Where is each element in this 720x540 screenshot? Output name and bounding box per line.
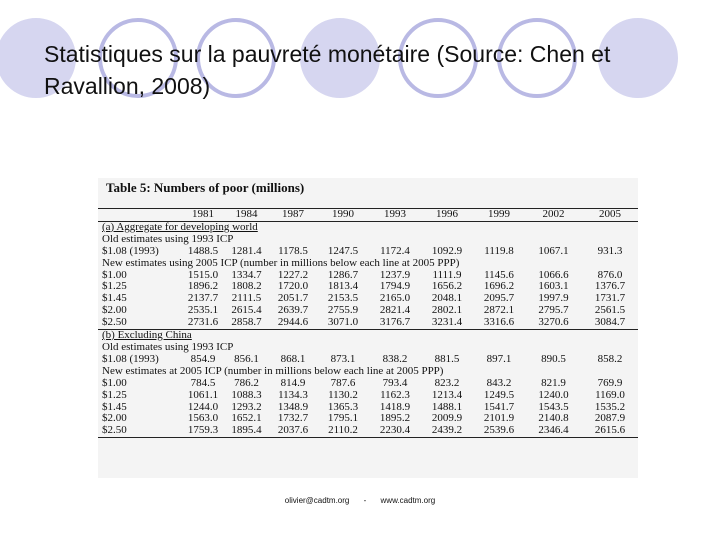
table-cell: 2535.1 — [187, 304, 219, 317]
table-cell: 3071.0 — [327, 316, 359, 329]
table-cell: 2795.7 — [538, 304, 569, 317]
table-cell: 821.9 — [541, 376, 566, 389]
table-cell: 1720.0 — [277, 280, 309, 293]
table-cell: 890.5 — [541, 352, 566, 365]
table-cell: 1488.5 — [187, 244, 219, 257]
year-header: 1990 — [317, 209, 369, 222]
row-label: $2.00 — [102, 304, 127, 317]
table-cell: 1244.0 — [187, 400, 219, 413]
table-cell: 1088.3 — [231, 388, 262, 401]
table-cell: 1488.1 — [431, 400, 463, 413]
table-cell: 2731.6 — [187, 316, 219, 329]
table-cell: 1178.5 — [278, 244, 308, 257]
table-cell: 2051.7 — [277, 292, 309, 305]
table-row — [98, 390, 638, 402]
year-header: 2002 — [525, 209, 582, 222]
table-cell: 2346.4 — [525, 425, 582, 437]
table-cell: 2101.9 — [483, 412, 515, 425]
table-cell: 1376.7 — [594, 280, 626, 293]
table-cell: 1543.5 — [538, 400, 569, 413]
table-cell: 1515.0 — [187, 268, 219, 281]
new-estimates-label-row — [98, 366, 638, 378]
table-cell: 3316.6 — [483, 316, 515, 329]
year-header-row — [98, 209, 638, 222]
header-empty-cell — [98, 209, 182, 222]
row-label: $1.08 (1993) — [102, 352, 159, 365]
table-cell: 1731.7 — [594, 292, 626, 305]
table-cell: 823.2 — [434, 376, 460, 389]
table-cell: 1169.0 — [595, 388, 625, 401]
table-cell: 2230.4 — [369, 425, 421, 437]
table-cell: 2095.7 — [483, 292, 515, 305]
table-cell: 838.2 — [382, 352, 408, 365]
table-cell: 1145.6 — [484, 268, 514, 281]
table-cell: 1092.9 — [431, 244, 463, 257]
table-cell: 2944.6 — [277, 316, 309, 329]
table-cell: 1334.7 — [231, 268, 262, 281]
table-cell: 1249.5 — [483, 388, 515, 401]
row-label: $2.50 — [102, 316, 127, 329]
table-cell: 858.2 — [597, 352, 623, 365]
table-cell: 876.0 — [597, 268, 623, 281]
table-cell: 3270.6 — [538, 316, 569, 329]
row-label: $1.25 — [102, 280, 127, 293]
table-cell: 1247.5 — [327, 244, 359, 257]
row-label: $1.45 — [102, 292, 127, 305]
table-cell: 1293.2 — [231, 400, 262, 413]
table-cell: 1130.2 — [328, 388, 358, 401]
table-row — [98, 425, 638, 437]
row-label: $1.08 (1993) — [102, 244, 159, 257]
table-cell: 2615.6 — [582, 425, 638, 437]
table-cell: 2858.7 — [231, 316, 262, 329]
table-cell: 897.1 — [486, 352, 512, 365]
old-estimates-label: Old estimates using 1993 ICP — [102, 340, 234, 353]
table-cell: 1794.9 — [379, 280, 411, 293]
year-header: 2005 — [582, 209, 638, 222]
table-cell: 1418.9 — [379, 400, 411, 413]
table-cell: 854.9 — [190, 352, 216, 365]
table-cell: 1813.4 — [327, 280, 359, 293]
row-label: $1.25 — [102, 388, 127, 401]
row-label: $1.00 — [102, 376, 127, 389]
old-estimates-label-row — [98, 234, 638, 246]
table-cell: 3176.7 — [379, 316, 411, 329]
table-cell: 3084.7 — [594, 316, 626, 329]
section-title: (b) Excluding China — [98, 330, 638, 342]
table-cell: 3231.4 — [431, 316, 463, 329]
table-cell: 2872.1 — [483, 304, 515, 317]
table-row — [98, 246, 638, 258]
table-cell: 1541.7 — [483, 400, 515, 413]
table-row — [98, 354, 638, 366]
footer-website: www.cadtm.org — [380, 496, 436, 505]
footer-email: olivier@cadtm.org — [284, 496, 350, 505]
row-label: $2.50 — [98, 425, 182, 437]
table-cell: 2165.0 — [379, 292, 411, 305]
year-header: 1999 — [473, 209, 525, 222]
row-label: $1.00 — [102, 268, 127, 281]
table-cell: 1896.2 — [187, 280, 219, 293]
table-caption: Table 5: Numbers of poor (millions) — [106, 180, 305, 195]
table-cell: 2561.5 — [594, 304, 626, 317]
table-cell: 2037.6 — [269, 425, 317, 437]
table-cell: 1172.4 — [380, 244, 410, 257]
table-cell: 1696.2 — [483, 280, 515, 293]
poverty-table-image — [98, 178, 638, 478]
table-cell: 2137.7 — [187, 292, 219, 305]
table-cell: 1563.0 — [187, 412, 219, 425]
table-cell: 843.2 — [486, 376, 512, 389]
table-cell: 1281.4 — [231, 244, 262, 257]
poverty-table — [98, 208, 638, 438]
table-cell: 787.6 — [330, 376, 356, 389]
table-cell: 2087.9 — [594, 412, 626, 425]
table-cell: 1759.3 — [182, 425, 224, 437]
table-cell: 2439.2 — [421, 425, 473, 437]
table-cell: 881.5 — [434, 352, 460, 365]
section-title-row — [98, 221, 638, 233]
table-cell: 814.9 — [280, 376, 306, 389]
table-cell: 2639.7 — [277, 304, 309, 317]
table-cell: 856.1 — [234, 352, 259, 365]
table-cell: 1066.6 — [538, 268, 569, 281]
table-cell: 1997.9 — [538, 292, 569, 305]
section-title: (a) Aggregate for developing world — [102, 220, 258, 233]
table-cell: 1365.3 — [327, 400, 359, 413]
table-cell: 1732.7 — [277, 412, 309, 425]
row-label: $1.45 — [102, 400, 127, 413]
table-cell: 2153.5 — [327, 292, 359, 305]
table-cell: 1895.4 — [224, 425, 269, 437]
year-header: 1981 — [182, 209, 224, 222]
table-cell: 786.2 — [234, 376, 259, 389]
table-cell: 2140.8 — [538, 412, 569, 425]
table-cell: 1656.2 — [431, 280, 463, 293]
table-cell: 2755.9 — [327, 304, 359, 317]
table-cell: 1067.1 — [538, 244, 569, 257]
slide-title: Statistiques sur la pauvreté monétaire (Source: Chen et Ravallion, 2008) — [44, 41, 611, 99]
table-cell: 1286.7 — [327, 268, 359, 281]
table-cell: 1895.2 — [379, 412, 411, 425]
table-cell: 1134.3 — [278, 388, 308, 401]
table-cell: 1237.9 — [379, 268, 411, 281]
table-cell: 1061.1 — [187, 388, 219, 401]
table-cell: 1119.8 — [484, 244, 514, 257]
slide-footer — [0, 496, 720, 505]
table-cell: 1348.9 — [277, 400, 309, 413]
table-cell: 2009.9 — [431, 412, 463, 425]
table-cell: 868.1 — [280, 352, 306, 365]
table-cell: 873.1 — [330, 352, 356, 365]
table-cell: 1535.2 — [594, 400, 626, 413]
table-cell: 2821.4 — [379, 304, 411, 317]
table-cell: 769.9 — [597, 376, 623, 389]
table-cell: 2048.1 — [431, 292, 463, 305]
year-header: 1984 — [224, 209, 269, 222]
table-cell: 2111.5 — [231, 292, 262, 305]
table-cell: 1213.4 — [431, 388, 463, 401]
year-header: 1996 — [421, 209, 473, 222]
new-estimates-label: New estimates at 2005 ICP (number in millions below each line at 2005 PPP) — [102, 364, 444, 377]
table-cell: 2615.4 — [231, 304, 262, 317]
table-cell: 784.5 — [190, 376, 216, 389]
table-cell: 2110.2 — [317, 425, 369, 437]
table-cell: 1808.2 — [231, 280, 262, 293]
table-cell: 1652.1 — [231, 412, 262, 425]
old-estimates-label: Old estimates using 1993 ICP — [102, 232, 234, 245]
year-header: 1987 — [269, 209, 317, 222]
table-row — [98, 317, 638, 329]
table-cell: 1240.0 — [538, 388, 569, 401]
new-estimates-label-row — [98, 258, 638, 270]
table-row — [98, 378, 638, 390]
year-header: 1993 — [369, 209, 421, 222]
table-cell: 2539.6 — [473, 425, 525, 437]
row-label: $2.00 — [102, 412, 127, 425]
table-cell: 793.4 — [382, 376, 408, 389]
table-cell: 1603.1 — [538, 280, 569, 293]
table-cell: 2802.1 — [431, 304, 463, 317]
new-estimates-label: New estimates using 2005 ICP (number in millions below each line at 2005 PPP) — [102, 256, 460, 269]
table-cell: 1162.3 — [380, 388, 410, 401]
table-cell: 1111.9 — [432, 268, 462, 281]
table-cell: 931.3 — [597, 244, 623, 257]
footer-separator: - — [363, 496, 367, 505]
table-cell: 1795.1 — [327, 412, 359, 425]
table-cell: 1227.2 — [277, 268, 309, 281]
